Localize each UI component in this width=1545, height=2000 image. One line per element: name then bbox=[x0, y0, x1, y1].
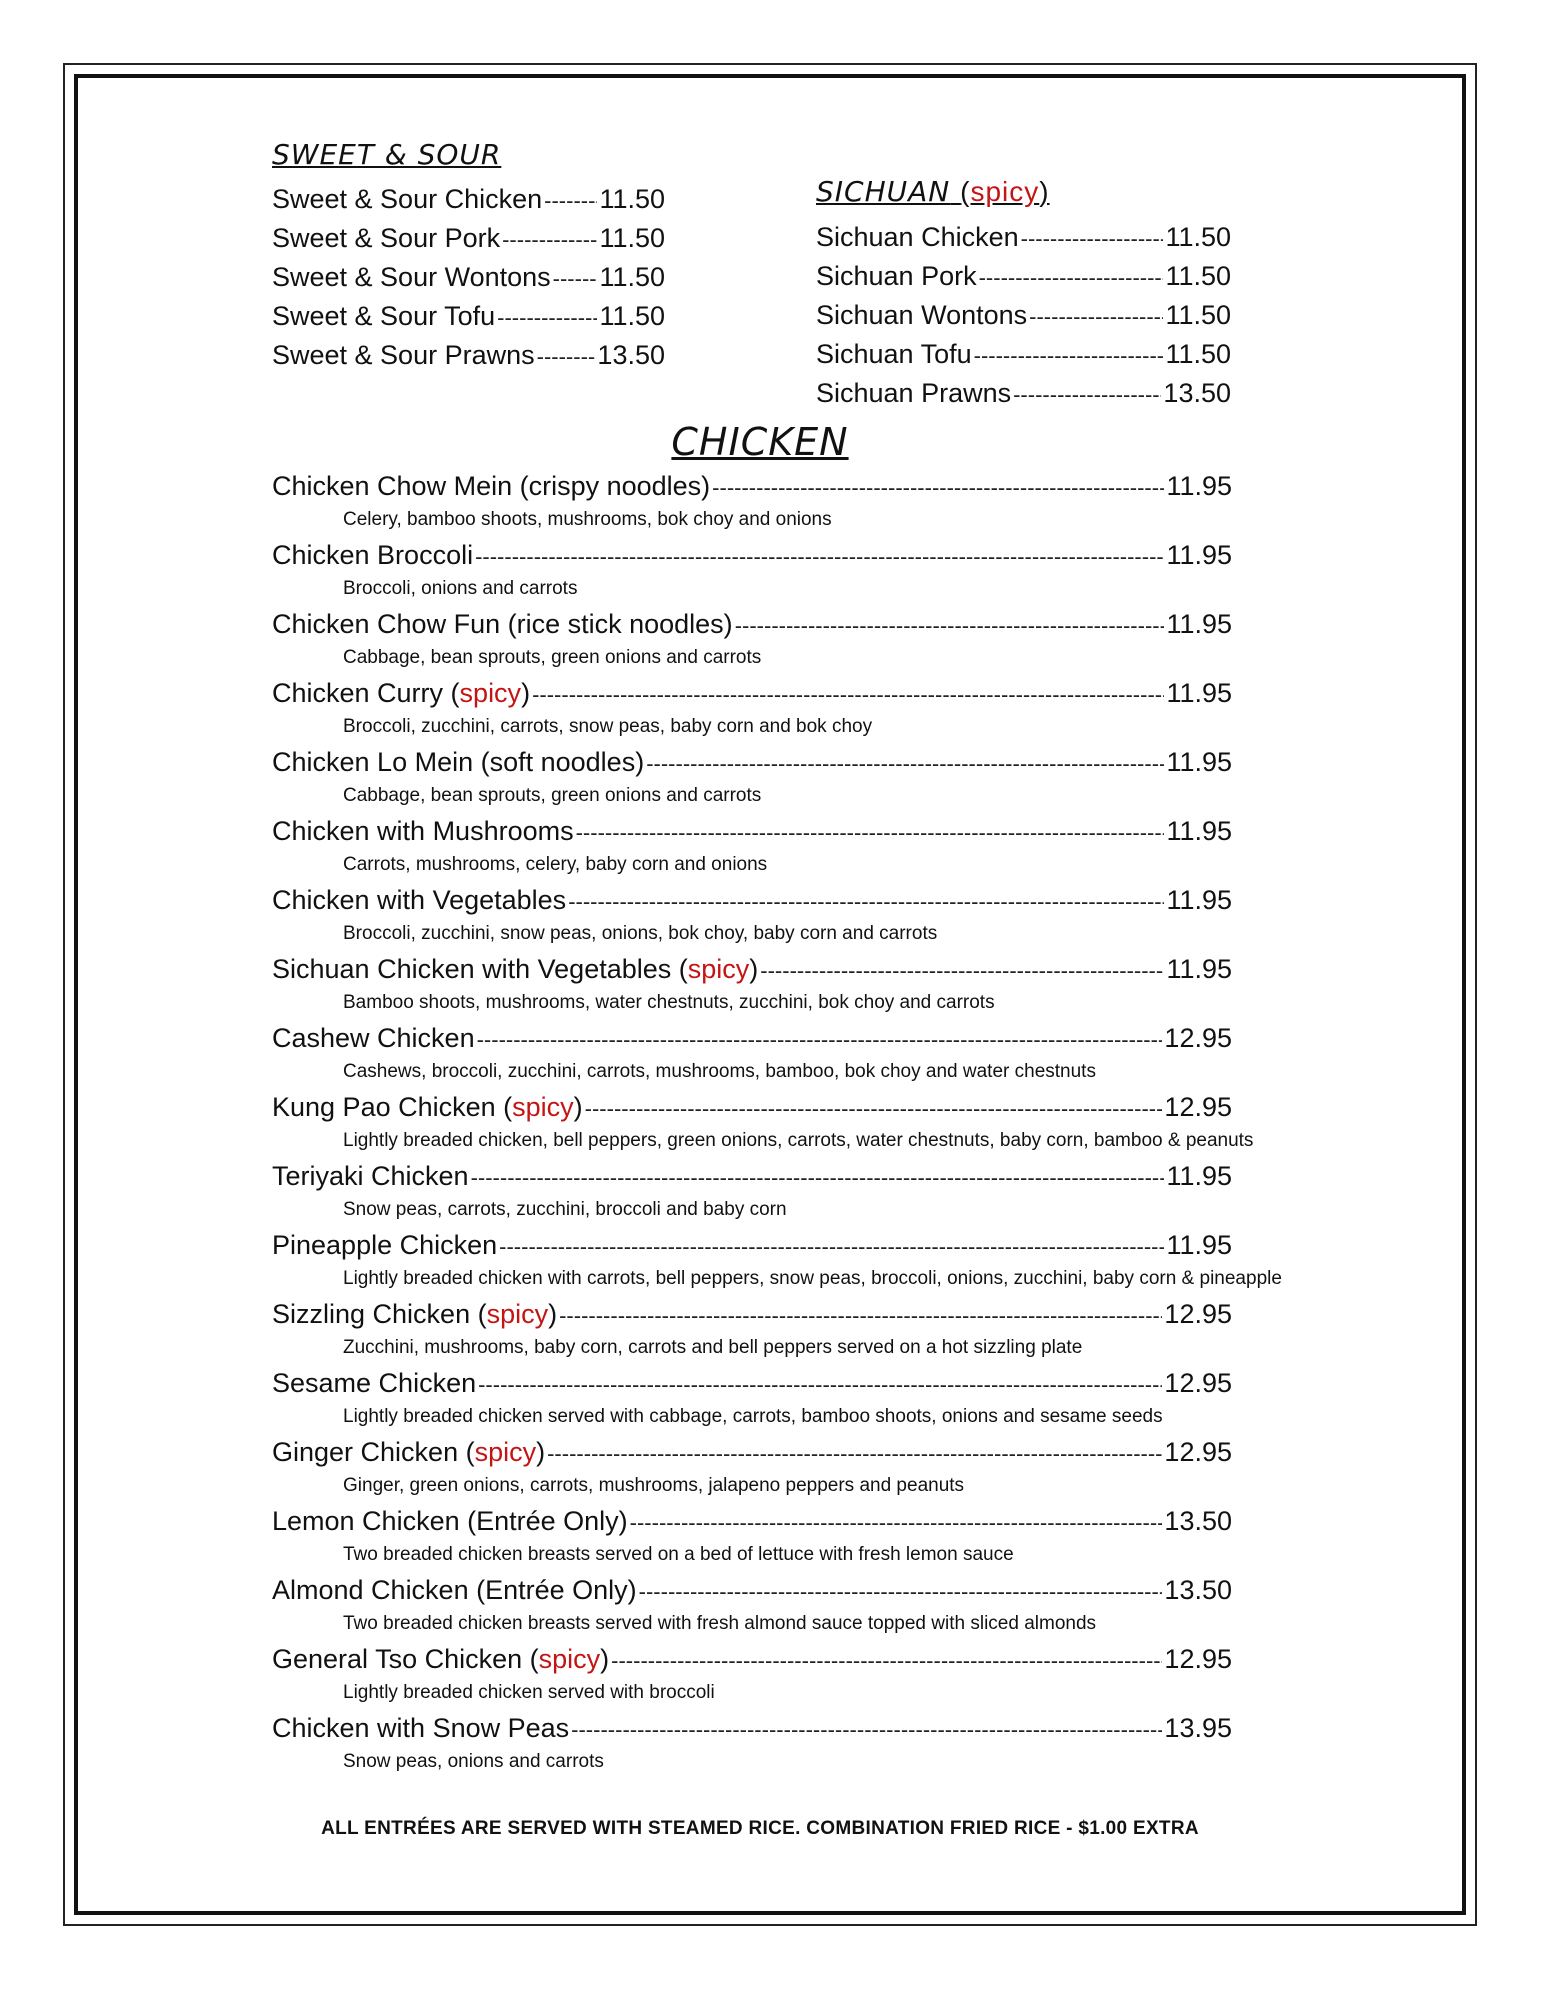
menu-item-price: 11.95 bbox=[1166, 747, 1232, 777]
menu-item-price: 13.50 bbox=[1164, 1506, 1232, 1536]
dot-leader bbox=[537, 344, 596, 370]
menu-item-name bbox=[272, 678, 530, 709]
menu-item-price: 13.50 bbox=[1163, 378, 1231, 408]
menu-item-name bbox=[272, 540, 473, 571]
spicy-label: spicy bbox=[474, 1437, 537, 1467]
dot-leader bbox=[502, 227, 597, 253]
menu-item bbox=[272, 885, 1232, 916]
menu-item-title: Chicken Chow Mein (crispy noodles) bbox=[272, 471, 711, 501]
menu-item-name: Sichuan Pork bbox=[816, 261, 977, 291]
menu-item-price: 11.50 bbox=[599, 262, 665, 292]
menu-item-name bbox=[272, 1644, 609, 1675]
dot-leader bbox=[1029, 304, 1163, 330]
menu-item-name bbox=[272, 816, 574, 847]
menu-item bbox=[272, 1161, 1232, 1192]
menu-item-title: Sizzling Chicken ( bbox=[272, 1299, 487, 1329]
menu-item-price: 11.95 bbox=[1166, 540, 1232, 570]
dot-leader bbox=[471, 1165, 1165, 1191]
dot-leader bbox=[497, 305, 597, 331]
menu-item-price: 11.95 bbox=[1166, 1161, 1232, 1191]
menu-item-name: Sweet & Sour Prawns bbox=[272, 340, 535, 370]
menu-item-name: Sweet & Sour Wontons bbox=[272, 262, 551, 292]
menu-item-name: Sichuan Prawns bbox=[816, 378, 1012, 408]
menu-item bbox=[272, 540, 1232, 571]
menu-item-price: 12.95 bbox=[1164, 1644, 1232, 1674]
menu-item-price: 12.95 bbox=[1164, 1299, 1232, 1329]
menu-item bbox=[272, 1644, 1232, 1675]
dot-leader bbox=[547, 1441, 1162, 1467]
menu-item-title: Chicken with Mushrooms bbox=[272, 816, 574, 846]
menu-item-price: 13.50 bbox=[597, 340, 665, 370]
menu-item-description: Lightly breaded chicken with carrots, bell peppers, snow peas, broccoli, onions, zucchini, baby corn & pineapple bbox=[343, 1268, 1282, 1289]
dot-leader bbox=[735, 613, 1165, 639]
menu-item-price: 12.95 bbox=[1164, 1023, 1232, 1053]
menu-item-description: Zucchini, mushrooms, baby corn, carrots and bell peppers served on a hot sizzling plate bbox=[343, 1337, 1083, 1358]
menu-item-title: Almond Chicken (Entrée Only) bbox=[272, 1575, 637, 1605]
sweet-sour-heading: SWEET & SOUR bbox=[272, 138, 502, 171]
menu-item-name bbox=[272, 1506, 628, 1537]
menu-item-title-suffix: ) bbox=[536, 1437, 546, 1467]
menu-item-name bbox=[272, 1368, 476, 1399]
menu-item-title: Chicken with Snow Peas bbox=[272, 1713, 570, 1743]
menu-item-description: Lightly breaded chicken served with broccoli bbox=[343, 1682, 715, 1703]
menu-item-description: Lightly breaded chicken, bell peppers, green onions, carrots, water chestnuts, baby corn, bamboo & peanuts bbox=[343, 1130, 1254, 1151]
menu-item-description: Broccoli, zucchini, snow peas, onions, bok choy, baby corn and carrots bbox=[343, 923, 938, 944]
dot-leader bbox=[974, 343, 1164, 369]
menu-item-description: Bamboo shoots, mushrooms, water chestnuts, zucchini, bok choy and carrots bbox=[343, 992, 995, 1013]
dot-leader bbox=[576, 820, 1165, 846]
menu-item-title: General Tso Chicken ( bbox=[272, 1644, 539, 1674]
menu-item-name: Sichuan Chicken bbox=[816, 222, 1019, 252]
menu-item bbox=[272, 816, 1232, 847]
menu-item-description: Cabbage, bean sprouts, green onions and carrots bbox=[343, 647, 762, 668]
menu-item bbox=[816, 378, 1231, 409]
menu-item-price: 11.50 bbox=[599, 184, 665, 214]
menu-item-title: Cashew Chicken bbox=[272, 1023, 475, 1053]
dot-leader bbox=[1013, 382, 1161, 408]
dot-leader bbox=[646, 751, 1164, 777]
menu-item-description: Ginger, green onions, carrots, mushrooms, jalapeno peppers and peanuts bbox=[343, 1475, 965, 1496]
menu-item-title: Ginger Chicken ( bbox=[272, 1437, 475, 1467]
dot-leader bbox=[712, 475, 1164, 501]
dot-leader bbox=[553, 266, 598, 292]
menu-item-name: Sweet & Sour Pork bbox=[272, 223, 501, 253]
menu-item bbox=[272, 184, 665, 215]
menu-item-price: 11.50 bbox=[1165, 300, 1231, 330]
menu-item-price: 11.50 bbox=[1165, 261, 1231, 291]
menu-item-name bbox=[272, 954, 758, 985]
dot-leader bbox=[760, 958, 1164, 984]
menu-item bbox=[272, 223, 665, 254]
menu-item bbox=[816, 222, 1231, 253]
menu-item-price: 11.95 bbox=[1166, 816, 1232, 846]
menu-item-title-suffix: ) bbox=[573, 1092, 583, 1122]
menu-item-price: 12.95 bbox=[1164, 1368, 1232, 1398]
menu-item-price: 11.95 bbox=[1166, 1230, 1232, 1260]
menu-item-name: Sweet & Sour Tofu bbox=[272, 301, 496, 331]
menu-item-price: 11.50 bbox=[1165, 222, 1231, 252]
spicy-label: spicy bbox=[538, 1644, 601, 1674]
menu-item-title: Chicken Broccoli bbox=[272, 540, 474, 570]
menu-item-name bbox=[272, 1023, 475, 1054]
menu-item bbox=[272, 678, 1232, 709]
menu-item-price: 11.50 bbox=[1165, 339, 1231, 369]
menu-item-title: Teriyaki Chicken bbox=[272, 1161, 469, 1191]
menu-item bbox=[816, 300, 1231, 331]
menu-item bbox=[272, 340, 665, 371]
dot-leader bbox=[475, 544, 1164, 570]
menu-item bbox=[272, 1368, 1232, 1399]
menu-item-name bbox=[272, 1299, 557, 1330]
spicy-label: spicy bbox=[459, 678, 522, 708]
menu-item bbox=[272, 262, 665, 293]
menu-item-name bbox=[272, 1575, 637, 1606]
menu-item-price: 11.95 bbox=[1166, 609, 1232, 639]
menu-item-name bbox=[272, 609, 733, 640]
menu-item-price: 11.95 bbox=[1166, 885, 1232, 915]
menu-item bbox=[272, 471, 1232, 502]
dot-leader bbox=[568, 889, 1164, 915]
menu-item-name bbox=[272, 885, 566, 916]
spicy-label: spicy bbox=[486, 1299, 549, 1329]
dot-leader bbox=[532, 682, 1164, 708]
menu-item-title: Chicken with Vegetables bbox=[272, 885, 567, 915]
menu-item-description: Snow peas, onions and carrots bbox=[343, 1751, 604, 1772]
menu-item-price: 11.50 bbox=[599, 223, 665, 253]
menu-item-name bbox=[272, 1437, 545, 1468]
menu-item-name bbox=[272, 471, 710, 502]
menu-item-description: Celery, bamboo shoots, mushrooms, bok choy and onions bbox=[343, 509, 832, 530]
menu-item-title-suffix: ) bbox=[521, 678, 531, 708]
menu-item-title: Chicken Curry ( bbox=[272, 678, 460, 708]
menu-item-description: Cabbage, bean sprouts, green onions and carrots bbox=[343, 785, 762, 806]
menu-item-title: Sesame Chicken bbox=[272, 1368, 477, 1398]
menu-item bbox=[272, 954, 1232, 985]
menu-item bbox=[272, 1575, 1232, 1606]
dot-leader bbox=[544, 188, 597, 214]
menu-item bbox=[272, 1299, 1232, 1330]
spicy-label: spicy bbox=[970, 176, 1040, 207]
menu-item bbox=[816, 261, 1231, 292]
menu-item-name bbox=[272, 1161, 469, 1192]
menu-item bbox=[816, 339, 1231, 370]
sichuan-spicy-note: (spicy) bbox=[960, 176, 1050, 207]
sichuan-heading-text: SICHUAN bbox=[816, 175, 951, 208]
menu-item-description: Two breaded chicken breasts served on a bed of lettuce with fresh lemon sauce bbox=[343, 1544, 1014, 1565]
dot-leader bbox=[478, 1372, 1162, 1398]
menu-item bbox=[272, 609, 1232, 640]
menu-item-title-suffix: ) bbox=[749, 954, 759, 984]
menu-item bbox=[272, 1092, 1232, 1123]
menu-item-price: 13.95 bbox=[1164, 1713, 1232, 1743]
menu-item-name bbox=[272, 1230, 497, 1261]
menu-item-description: Carrots, mushrooms, celery, baby corn and onions bbox=[343, 854, 768, 875]
menu-item-title: Chicken Lo Mein (soft noodles) bbox=[272, 747, 645, 777]
menu-item-price: 13.50 bbox=[1164, 1575, 1232, 1605]
dot-leader bbox=[630, 1510, 1163, 1536]
dot-leader bbox=[559, 1303, 1162, 1329]
menu-item-title-suffix: ) bbox=[600, 1644, 610, 1674]
dot-leader bbox=[639, 1579, 1163, 1605]
menu-item-description: Snow peas, carrots, zucchini, broccoli and baby corn bbox=[343, 1199, 787, 1220]
spicy-label: spicy bbox=[687, 954, 750, 984]
dot-leader bbox=[1021, 226, 1164, 252]
menu-item bbox=[272, 1023, 1232, 1054]
dot-leader bbox=[979, 265, 1164, 291]
dot-leader bbox=[571, 1717, 1162, 1743]
menu-item-name: Sichuan Wontons bbox=[816, 300, 1028, 330]
menu-item-name bbox=[272, 1713, 569, 1744]
menu-item-price: 11.50 bbox=[599, 301, 665, 331]
menu-item-description: Two breaded chicken breasts served with fresh almond sauce topped with sliced almonds bbox=[343, 1613, 1097, 1634]
menu-item-title-suffix: ) bbox=[548, 1299, 558, 1329]
menu-item-name: Sichuan Tofu bbox=[816, 339, 972, 369]
menu-item bbox=[272, 1230, 1232, 1261]
menu-item bbox=[272, 1437, 1232, 1468]
menu-item-title: Pineapple Chicken bbox=[272, 1230, 498, 1260]
menu-item bbox=[272, 1713, 1232, 1744]
menu-item-description: Lightly breaded chicken served with cabbage, carrots, bamboo shoots, onions and sesame seeds bbox=[343, 1406, 1163, 1427]
menu-item-description: Broccoli, zucchini, carrots, snow peas, baby corn and bok choy bbox=[343, 716, 873, 737]
menu-item bbox=[272, 747, 1232, 778]
menu-item-name bbox=[272, 1092, 583, 1123]
menu-item-title: Lemon Chicken (Entrée Only) bbox=[272, 1506, 628, 1536]
dot-leader bbox=[611, 1648, 1162, 1674]
menu-item-description: Broccoli, onions and carrots bbox=[343, 578, 578, 599]
dot-leader bbox=[585, 1096, 1163, 1122]
menu-item-price: 11.95 bbox=[1166, 678, 1232, 708]
menu-item-title: Sichuan Chicken with Vegetables ( bbox=[272, 954, 688, 984]
menu-item-price: 11.95 bbox=[1166, 954, 1232, 984]
sichuan-heading bbox=[816, 175, 1050, 208]
chicken-heading: CHICKEN bbox=[671, 420, 849, 464]
menu-item-title: Chicken Chow Fun (rice stick noodles) bbox=[272, 609, 733, 639]
menu-item bbox=[272, 301, 665, 332]
spicy-label: spicy bbox=[512, 1092, 574, 1122]
menu-item-name: Sweet & Sour Chicken bbox=[272, 184, 543, 214]
dot-leader bbox=[499, 1234, 1164, 1260]
menu-footer-note: ALL ENTRÉES ARE SERVED WITH STEAMED RICE. COMBINATION FRIED RICE - $1.00 EXTRA bbox=[321, 1818, 1199, 1839]
menu-item-price: 12.95 bbox=[1164, 1092, 1232, 1122]
menu-item bbox=[272, 1506, 1232, 1537]
menu-item-name bbox=[272, 747, 644, 778]
menu-item-price: 12.95 bbox=[1164, 1437, 1232, 1467]
dot-leader bbox=[477, 1027, 1163, 1053]
menu-item-price: 11.95 bbox=[1166, 471, 1232, 501]
menu-item-title: Kung Pao Chicken ( bbox=[272, 1092, 513, 1122]
menu-item-description: Cashews, broccoli, zucchini, carrots, mushrooms, bamboo, bok choy and water chestnuts bbox=[343, 1061, 1096, 1082]
